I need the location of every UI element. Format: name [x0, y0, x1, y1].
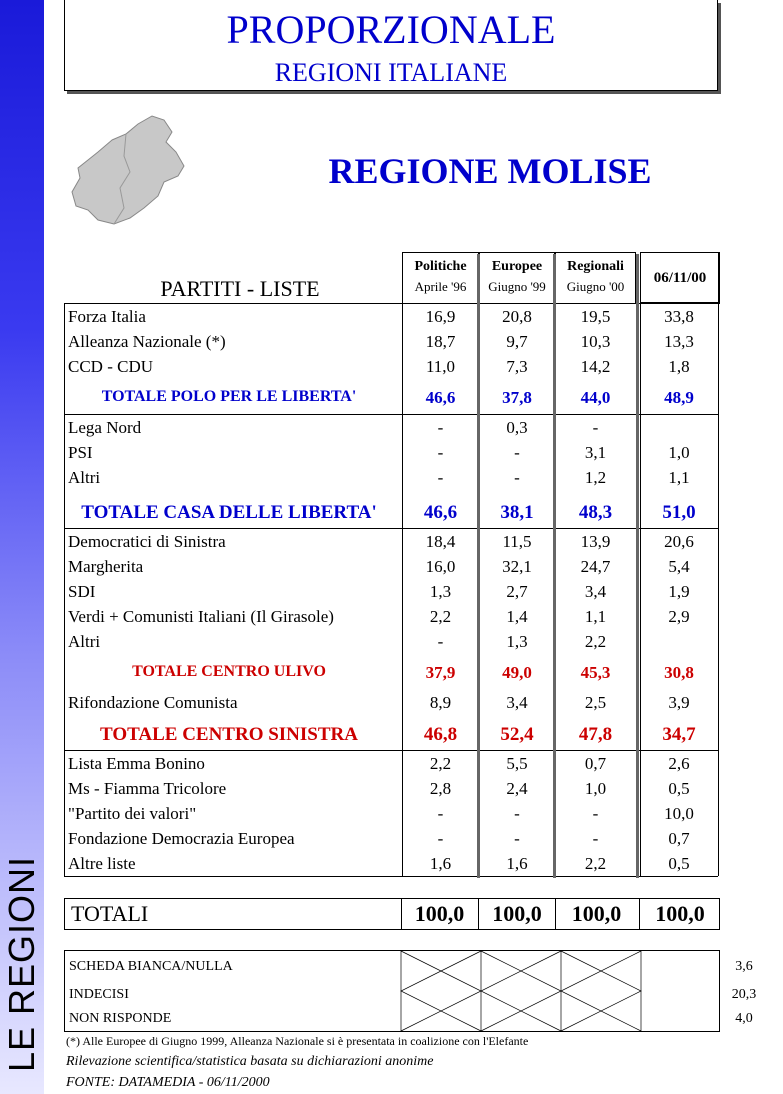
- cell-value: 45,3: [580, 663, 611, 682]
- cell-value: 2,7: [506, 582, 528, 601]
- col-header-title: Regionali: [567, 259, 624, 274]
- extra-label: INDECISI: [69, 987, 129, 1002]
- cell-value: 9,7: [506, 332, 528, 351]
- total-row: [64, 659, 720, 689]
- total-row: [64, 384, 720, 414]
- cell-value: 0,3: [506, 418, 528, 437]
- cell-value: -: [437, 829, 444, 848]
- party-name: Ms - Fiamma Tricolore: [68, 779, 227, 798]
- grid-line: [718, 252, 719, 876]
- cell-value: 3,4: [506, 693, 528, 712]
- cell-value: 20,8: [502, 307, 532, 326]
- cell-value: 1,6: [429, 854, 452, 873]
- sidebar: [0, 0, 44, 1094]
- party-name: "Partito dei valori": [68, 804, 197, 823]
- party-name: Altre liste: [68, 854, 136, 873]
- party-name: Altri: [68, 632, 101, 651]
- cell-value: 1,8: [668, 357, 690, 376]
- cell-value: 7,3: [506, 357, 528, 376]
- cell-value: 48,3: [578, 502, 613, 523]
- cell-value: 49,0: [502, 663, 532, 682]
- source-note: FONTE: DATAMEDIA - 06/11/2000: [66, 1075, 270, 1090]
- cell-value: 48,9: [664, 388, 694, 407]
- cell-value: 30,8: [664, 663, 694, 682]
- cell-value: 1,1: [584, 607, 607, 626]
- extra-row-scheda: [65, 955, 753, 979]
- method-note: Rilevazione scientifica/statistica basata su dichiarazioni anonime: [66, 1054, 434, 1069]
- party-name: Altri: [68, 468, 101, 487]
- cell-value: 1,6: [506, 854, 528, 873]
- cell-value: 1,9: [668, 582, 690, 601]
- table-row: [64, 466, 720, 491]
- extra-value: 3,6: [735, 959, 753, 974]
- cell-value: 2,4: [506, 779, 528, 798]
- table-row: [64, 852, 720, 877]
- cell-value: 2,2: [429, 754, 452, 773]
- grid-line: [64, 303, 65, 876]
- table-row: [64, 330, 720, 355]
- extra-label: NON RISPONDE: [69, 1011, 172, 1026]
- party-name: Lega Nord: [68, 418, 142, 437]
- table-row: [64, 802, 720, 827]
- totali-value: 100,0: [414, 901, 465, 926]
- cell-value: 19,5: [580, 307, 611, 326]
- cell-value: 13,3: [664, 332, 694, 351]
- totali-value: 100,0: [492, 901, 542, 926]
- cell-value: 1,3: [506, 632, 528, 651]
- cell-value: 1,0: [584, 779, 607, 798]
- table-row: [64, 416, 720, 441]
- cell-value: 37,9: [425, 663, 456, 682]
- cell-value: -: [437, 418, 444, 437]
- total-row: [64, 498, 720, 528]
- cell-value: 2,8: [429, 779, 452, 798]
- cell-value: 33,8: [664, 307, 694, 326]
- party-name: Lista Emma Bonino: [68, 754, 205, 773]
- grid-line: [640, 252, 641, 876]
- sidebar-label: LE REGIONI: [1, 855, 42, 1073]
- col-header-politiche: [402, 252, 479, 304]
- cell-value: 0,7: [668, 829, 690, 848]
- cell-value: 10,0: [664, 804, 694, 823]
- col-header-title: Politiche: [414, 259, 467, 274]
- grid-line: [64, 414, 718, 415]
- cell-value: 52,4: [500, 724, 534, 745]
- grid-line: [402, 252, 403, 876]
- col-header-sub: Giugno '99: [488, 279, 546, 294]
- col-header-date: 06/11/00: [640, 252, 720, 304]
- header-box: [64, 0, 718, 91]
- table-row: [64, 752, 720, 777]
- cell-value: -: [592, 418, 599, 437]
- table-row: [64, 580, 720, 605]
- cell-value: 3,4: [584, 582, 607, 601]
- cell-value: 46,8: [423, 724, 458, 745]
- cell-value: -: [592, 829, 599, 848]
- cell-value: -: [437, 804, 444, 823]
- grid-line: [64, 750, 718, 751]
- cell-value: 3,9: [668, 693, 690, 712]
- total-label: TOTALE CENTRO SINISTRA: [100, 724, 358, 745]
- grid-line: [64, 528, 718, 529]
- region-title: REGIONE MOLISE: [328, 151, 652, 191]
- total-label: TOTALE POLO PER LE LIBERTA': [101, 388, 357, 405]
- cell-value: 32,1: [502, 557, 532, 576]
- cell-value: -: [592, 804, 599, 823]
- cell-value: 2,2: [429, 607, 452, 626]
- cell-value: -: [514, 468, 520, 487]
- cell-value: -: [437, 443, 444, 462]
- page-title: PROPORZIONALE: [226, 7, 556, 52]
- totali-value: 100,0: [571, 901, 622, 926]
- column-shadow: [636, 254, 639, 878]
- cell-value: 34,7: [662, 724, 696, 745]
- page-subtitle: REGIONI ITALIANE: [274, 58, 508, 87]
- col-header-sub: Aprile '96: [414, 279, 467, 294]
- extra-row-non-risponde: [65, 1007, 753, 1031]
- party-column-header: PARTITI - LISTE: [160, 276, 320, 301]
- cell-value: -: [514, 804, 520, 823]
- cell-value: 46,6: [425, 388, 456, 407]
- grid-line: [640, 302, 718, 303]
- grid-line: [640, 876, 718, 877]
- party-name: Margherita: [68, 557, 144, 576]
- cell-value: 1,1: [668, 468, 690, 487]
- extra-row-indecisi: [65, 983, 757, 1007]
- cell-value: -: [514, 443, 520, 462]
- cell-value: -: [437, 632, 444, 651]
- cell-value: 2,2: [584, 854, 607, 873]
- cell-value: 8,9: [429, 693, 452, 712]
- table-row: [64, 777, 720, 802]
- cell-value: 2,5: [584, 693, 607, 712]
- party-name: Democratici di Sinistra: [68, 532, 226, 551]
- party-name: SDI: [68, 582, 96, 601]
- totali-label: TOTALI: [71, 901, 149, 926]
- cell-value: 1,2: [584, 468, 607, 487]
- party-name: Fondazione Democrazia Europea: [68, 829, 295, 848]
- table-row: [64, 305, 720, 330]
- cell-value: 37,8: [502, 388, 532, 407]
- cell-value: 47,8: [578, 724, 613, 745]
- cell-value: 16,0: [425, 557, 456, 576]
- footnote: (*) Alle Europee di Giugno 1999, Alleanza Nazionale si è presentata in coalizione con l'Elefante: [66, 1034, 529, 1048]
- table-row: [64, 441, 720, 466]
- cell-value: -: [514, 829, 520, 848]
- table-row: [64, 355, 720, 380]
- cell-value: 38,1: [500, 502, 534, 523]
- col-header-europee: [479, 252, 555, 304]
- cell-value: 16,9: [425, 307, 456, 326]
- table-row: [64, 691, 720, 716]
- party-name: Forza Italia: [68, 307, 146, 326]
- cell-value: 1,3: [429, 582, 452, 601]
- cell-value: 2,9: [668, 607, 690, 626]
- party-name: CCD - CDU: [68, 357, 154, 376]
- cell-value: 0,5: [668, 854, 690, 873]
- cell-value: 10,3: [580, 332, 611, 351]
- column-shadow: [553, 254, 556, 878]
- cell-value: 11,5: [502, 532, 532, 551]
- extra-value: 4,0: [735, 1011, 753, 1026]
- extra-value: 20,3: [731, 987, 757, 1002]
- cell-value: 18,4: [425, 532, 456, 551]
- party-name: Alleanza Nazionale (*): [68, 332, 226, 351]
- cell-value: 11,0: [425, 357, 456, 376]
- total-row: [64, 720, 720, 750]
- cell-value: 14,2: [580, 357, 611, 376]
- cell-value: 20,6: [664, 532, 694, 551]
- extra-label: SCHEDA BIANCA/NULLA: [69, 959, 233, 974]
- table-row: [64, 530, 720, 555]
- cell-value: 1,4: [506, 607, 528, 626]
- cell-value: 5,5: [506, 754, 528, 773]
- cell-value: 0,7: [584, 754, 607, 773]
- table-row: [64, 605, 720, 630]
- col-header-title: Europee: [491, 259, 543, 274]
- table-row: [64, 630, 720, 655]
- col-header-regionali: [555, 252, 636, 304]
- cell-value: 3,1: [584, 443, 607, 462]
- totali-value: 100,0: [655, 901, 705, 926]
- cell-value: -: [437, 468, 444, 487]
- cell-value: 13,9: [580, 532, 611, 551]
- total-label: TOTALE CENTRO ULIVO: [132, 663, 326, 680]
- table-row: [64, 827, 720, 852]
- cell-value: 24,7: [580, 557, 611, 576]
- cell-value: 1,0: [668, 443, 690, 462]
- party-name: Rifondazione Comunista: [68, 693, 238, 712]
- total-label: TOTALE CASA DELLE LIBERTA': [81, 502, 377, 523]
- molise-map-icon: [68, 112, 188, 227]
- cell-value: 44,0: [580, 388, 611, 407]
- party-name: PSI: [68, 443, 93, 462]
- table-row: [64, 555, 720, 580]
- cell-value: 2,2: [584, 632, 607, 651]
- cell-value: 2,6: [668, 754, 690, 773]
- cell-value: 46,6: [423, 502, 458, 523]
- party-name: Verdi + Comunisti Italiani (Il Girasole): [68, 607, 334, 626]
- extra-box: [64, 950, 757, 1032]
- cell-value: 0,5: [668, 779, 690, 798]
- column-shadow: [477, 254, 480, 878]
- totali-row: [64, 898, 720, 930]
- col-header-sub: Giugno '00: [566, 279, 625, 294]
- cell-value: 51,0: [662, 502, 696, 523]
- cell-value: 18,7: [425, 332, 456, 351]
- cell-value: 5,4: [668, 557, 690, 576]
